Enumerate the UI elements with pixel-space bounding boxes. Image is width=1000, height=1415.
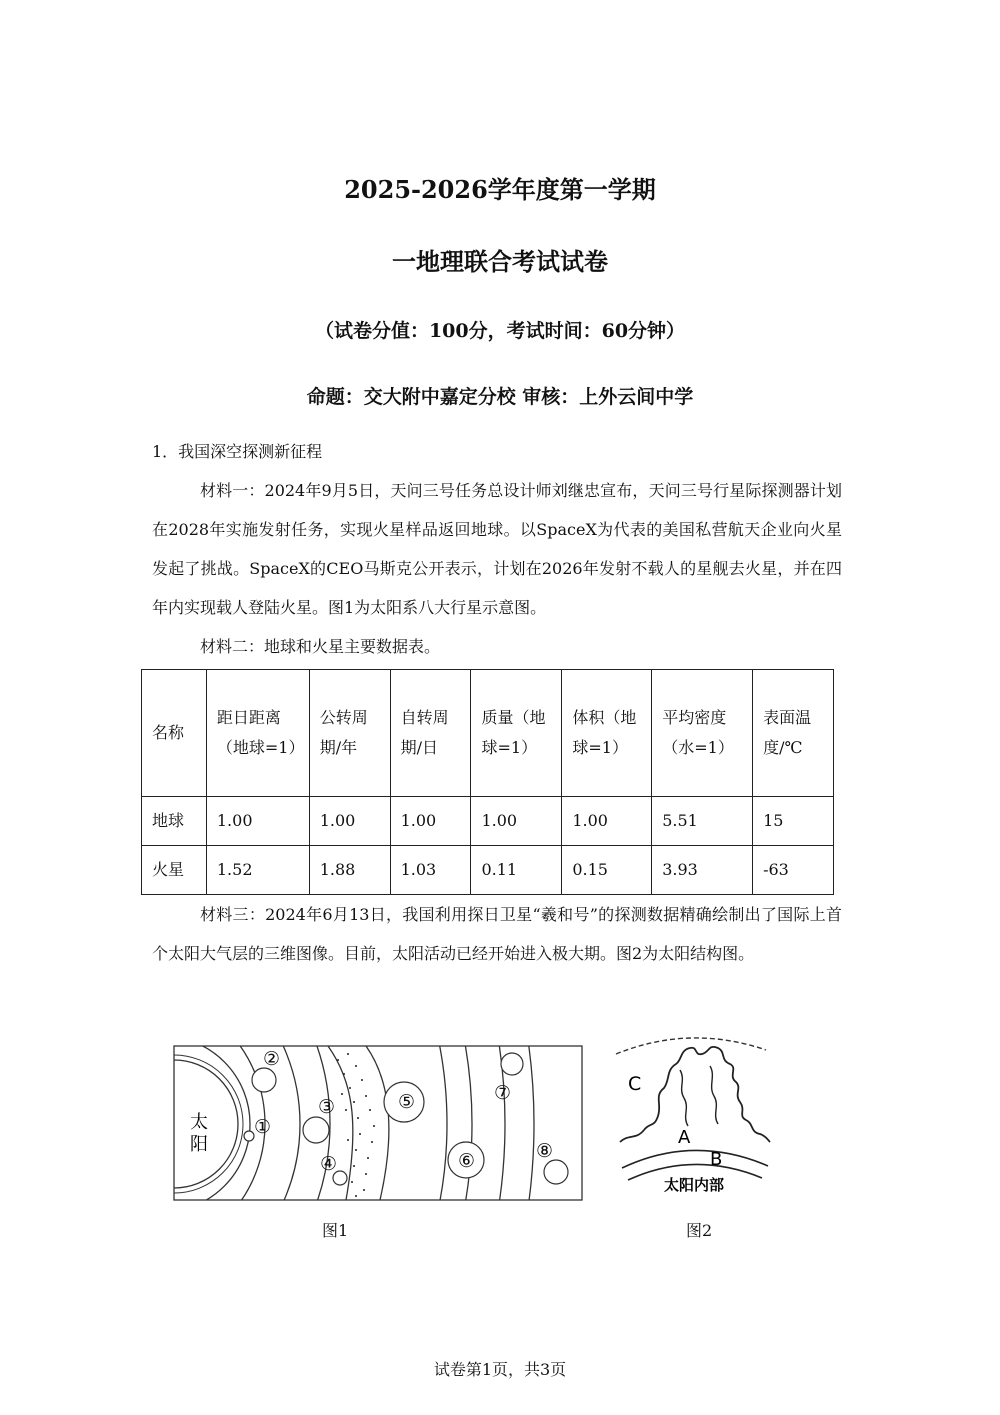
layer-label-c: C — [628, 1073, 642, 1095]
sun-structure-figure — [610, 1030, 780, 1200]
page-footer: 试卷第1页，共3页 — [433, 1360, 567, 1379]
table-header-row — [142, 670, 834, 797]
table-cell: 3.93 — [652, 846, 753, 895]
table-cell: 5.51 — [652, 797, 753, 846]
chromosphere-flames — [620, 1047, 770, 1142]
exam-info: （试卷分值：100分，考试时间：60分钟） — [314, 320, 686, 342]
figure2-caption: 图2 — [686, 1221, 713, 1240]
corona-boundary — [616, 1038, 766, 1054]
planet-number-label: ① — [254, 1116, 272, 1138]
table-cell: 1.52 — [206, 846, 309, 895]
table-cell: 1.03 — [390, 846, 471, 895]
table-cell: 1.88 — [309, 846, 390, 895]
planet-uranus — [501, 1053, 523, 1075]
planet-earth — [303, 1117, 329, 1143]
material2-text: 材料二：地球和火星主要数据表。 — [200, 637, 441, 656]
material1-text: 材料一：2024年9月5日，天问三号任务总设计师刘继忠宣布，天问三号行星际探测器计划在2028年实施发射任务，实现火星样品返回地球。以SpaceX为代表的美国私营航天企业向火星发起了挑战。SpaceX的CEO马斯克公开表示，计划在2026年发射不载人的星舰去火星，并在四年内实现载人登陆火星。图1为太阳系八大行星示意图。 — [152, 481, 842, 617]
exam-authors: 命题：交大附中嘉定分校 审核：上外云间中学 — [306, 386, 694, 408]
planet-number-label: ② — [263, 1048, 281, 1070]
table-header-cell: 名称 — [142, 670, 207, 797]
table-header-cell: 距日距离（地球=1） — [206, 670, 309, 797]
layer-label-a: A — [678, 1127, 691, 1148]
table-header-cell: 质量（地球=1） — [471, 670, 562, 797]
sun-label-bottom: 阳 — [190, 1134, 208, 1155]
solar-system-figure — [170, 1040, 595, 1208]
planet-number-label: ⑧ — [536, 1140, 554, 1162]
table-header-cell: 平均密度（水=1） — [652, 670, 753, 797]
planet-number-label: ④ — [320, 1153, 338, 1175]
table-header-cell: 公转周期/年 — [309, 670, 390, 797]
table-row — [142, 846, 834, 895]
table-cell: 1.00 — [309, 797, 390, 846]
sun-label-top: 太 — [190, 1112, 208, 1133]
figure1-caption: 图1 — [322, 1221, 349, 1240]
sun-interior-label: 太阳内部 — [664, 1176, 725, 1194]
question1-heading: 1．我国深空探测新征程 — [152, 442, 323, 461]
planet-venus — [252, 1068, 276, 1092]
prominence-strand — [710, 1066, 718, 1124]
prominence-strand — [680, 1070, 688, 1126]
table-header-cell: 表面温度/℃ — [753, 670, 834, 797]
table-cell: 0.11 — [471, 846, 562, 895]
table-cell: 1.00 — [471, 797, 562, 846]
table-cell: -63 — [753, 846, 834, 895]
table-header-cell: 自转周期/日 — [390, 670, 471, 797]
table-row — [142, 797, 834, 846]
exam-title-line2: 一地理联合考试试卷 — [392, 247, 608, 276]
table-cell: 火星 — [142, 846, 207, 895]
table-cell: 1.00 — [390, 797, 471, 846]
planet-data-table — [141, 669, 834, 895]
material3-text: 材料三：2024年6月13日，我国利用探日卫星“羲和号”的探测数据精确绘制出了国际上首个太阳大气层的三维图像。目前，太阳活动已经开始进入极大期。图2为太阳结构图。 — [152, 905, 842, 963]
table-cell: 15 — [753, 797, 834, 846]
table-header-cell: 体积（地球=1） — [562, 670, 652, 797]
table-cell: 0.15 — [562, 846, 652, 895]
planet-number-label: ⑦ — [494, 1082, 512, 1104]
table-cell: 1.00 — [206, 797, 309, 846]
planet-number-label: ⑥ — [458, 1150, 476, 1172]
exam-title-line1: 2025-2026学年度第一学期 — [344, 175, 656, 204]
planet-number-label: ⑤ — [398, 1091, 416, 1113]
layer-label-b: B — [710, 1149, 723, 1170]
planet-mercury — [244, 1131, 254, 1141]
table-cell: 1.00 — [562, 797, 652, 846]
planet-number-label: ③ — [318, 1096, 336, 1118]
photosphere-line — [622, 1150, 768, 1168]
table-cell: 地球 — [142, 797, 207, 846]
planet-neptune — [544, 1160, 568, 1184]
